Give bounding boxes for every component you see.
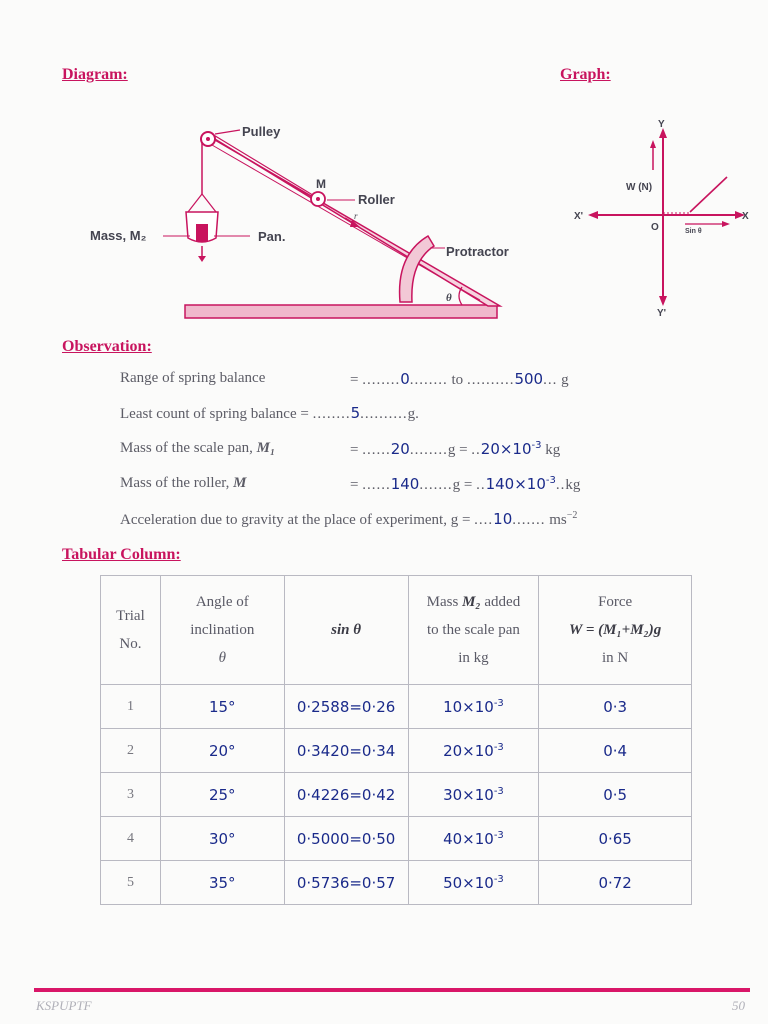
cell-sin: 0·3420=0·34 — [284, 729, 408, 773]
m1-label: Mass of the scale pan, — [120, 440, 253, 456]
tabular-heading: Tabular Column: — [62, 546, 181, 563]
header-sin-label: sin θ — [331, 622, 362, 638]
header-mass-2: added — [484, 594, 521, 610]
cell-force: 0·3 — [539, 685, 692, 729]
header-sin — [284, 576, 408, 685]
cell-mass-base: 30×10 — [443, 785, 494, 804]
header-mass-4: in kg — [458, 650, 489, 666]
cell-force: 0·4 — [539, 729, 692, 773]
m-label: Mass of the roller, — [120, 475, 230, 491]
cell-mass-exp: -3 — [493, 873, 504, 885]
cell-mass — [408, 685, 539, 729]
header-mass-sym: M₂ — [462, 594, 481, 610]
x-neg-label: X' — [574, 211, 584, 222]
header-angle-2: inclination — [190, 622, 255, 638]
range-label: Range of spring balance — [120, 370, 266, 386]
cell-trial: 4 — [101, 817, 161, 861]
origin-label: O — [651, 222, 659, 233]
cell-angle: 20° — [160, 729, 284, 773]
theta-label: θ — [446, 292, 452, 304]
header-mass-1: Mass — [426, 594, 459, 610]
header-force — [539, 576, 692, 685]
sin-label: Sin θ — [685, 228, 702, 235]
least-count-line: Least count of spring balance = ........5..........g. — [120, 404, 419, 422]
header-angle-3: θ — [218, 650, 226, 666]
pulley-label: Pulley — [242, 124, 281, 139]
header-mass-3: to the scale pan — [426, 622, 520, 638]
m1-kg-unit: kg — [545, 442, 561, 458]
g-unit: ms — [549, 512, 567, 528]
mass-m2-label: Mass, M₂ — [90, 228, 147, 243]
cell-sin: 0·5736=0·57 — [284, 861, 408, 905]
base-plank — [185, 305, 497, 318]
m1-symbol: M₁ — [256, 440, 276, 456]
table-row — [101, 773, 692, 817]
table-row — [101, 861, 692, 905]
m1-line: Mass of the scale pan, M₁ = $......20........g = ..20\times 10^{-3}$ kg — [120, 440, 561, 458]
graph-heading: Graph: — [560, 66, 611, 83]
page-number: 50 — [732, 998, 745, 1013]
cell-mass-base: 40×10 — [443, 829, 494, 848]
footer-left-text: KSPUPTF — [36, 998, 92, 1013]
gravity-line: Acceleration due to gravity at the place of experiment, g = ....10....... $ms^{-2}$ — [120, 510, 578, 528]
cell-mass-base: 20×10 — [443, 741, 494, 760]
g-unit-exp: −2 — [566, 510, 578, 521]
header-trial-2: No. — [119, 636, 142, 652]
m1-kg-exp: -3 — [531, 440, 542, 451]
lc-value: 5 — [350, 404, 361, 422]
range-from: 0 — [400, 370, 410, 388]
g-label: Acceleration due to gravity at the place of experiment, g = — [120, 512, 471, 528]
cell-sin: 0·4226=0·42 — [284, 773, 408, 817]
table-header-row — [101, 576, 692, 685]
inclined-plane — [205, 133, 500, 306]
radius-label: r — [354, 211, 358, 221]
header-angle-1: Angle of — [195, 594, 249, 610]
cell-mass — [408, 817, 539, 861]
cell-trial: 3 — [101, 773, 161, 817]
header-trial — [101, 576, 161, 685]
cell-mass — [408, 861, 539, 905]
cell-mass-exp: -3 — [493, 829, 504, 841]
w-axis-label: W (N) — [626, 182, 653, 193]
cell-sin: 0·2588=0·26 — [284, 685, 408, 729]
diagram-heading: Diagram: — [62, 66, 128, 83]
inclined-plane-diagram — [0, 100, 540, 330]
lc-unit: g. — [407, 406, 419, 422]
roller-mass-label: M — [316, 177, 326, 191]
header-mass — [408, 576, 539, 685]
protractor-label: Protractor — [446, 244, 509, 259]
m-grams: 140 — [390, 475, 420, 493]
observation-table — [100, 575, 692, 905]
cell-force: 0·72 — [539, 861, 692, 905]
pan-label: Pan. — [258, 229, 286, 244]
g-value: 10 — [493, 510, 513, 528]
range-to: 500 — [514, 370, 544, 388]
header-force-2: W = (M₁+M₂)g — [569, 622, 662, 638]
mass-block — [196, 224, 208, 242]
cell-mass-base: 50×10 — [443, 873, 494, 892]
header-force-3: in N — [602, 650, 629, 666]
header-angle — [160, 576, 284, 685]
table-row — [101, 729, 692, 773]
range-line: Range of spring balance = ........0........ to ..........500... g — [120, 370, 569, 388]
m-symbol: M — [233, 475, 247, 491]
header-force-1: Force — [598, 594, 633, 610]
m1-kg-base: 20×10 — [480, 440, 532, 458]
graph-line — [690, 177, 727, 212]
cell-trial: 1 — [101, 685, 161, 729]
m1-grams: 20 — [390, 440, 410, 458]
table-row — [101, 685, 692, 729]
graph-sketch — [560, 110, 760, 320]
m-kg-unit: kg — [565, 477, 581, 493]
cell-angle: 15° — [160, 685, 284, 729]
m-kg-exp: -3 — [545, 475, 556, 486]
header-trial-1: Trial — [116, 608, 145, 624]
cell-mass-exp: -3 — [493, 697, 504, 709]
x-axis-label: X — [742, 211, 749, 222]
footer-bar — [34, 988, 750, 992]
cell-angle: 30° — [160, 817, 284, 861]
cell-sin: 0·5000=0·50 — [284, 817, 408, 861]
observation-heading: Observation: — [62, 338, 152, 355]
table-row — [101, 817, 692, 861]
lc-label: Least count of spring balance = — [120, 406, 309, 422]
cell-mass-exp: -3 — [493, 741, 504, 753]
roller-label: Roller — [358, 192, 395, 207]
cell-angle: 25° — [160, 773, 284, 817]
cell-mass — [408, 773, 539, 817]
cell-angle: 35° — [160, 861, 284, 905]
range-unit: g — [561, 372, 569, 388]
y-neg-label: Y' — [657, 308, 667, 319]
cell-mass-base: 10×10 — [443, 697, 494, 716]
cell-force: 0·65 — [539, 817, 692, 861]
y-axis-label: Y — [658, 119, 665, 130]
roller-mass-line: Mass of the roller, M = $......140.......g = ..140\times 10^{-3}..kg$ — [120, 475, 581, 493]
cell-mass-exp: -3 — [493, 785, 504, 797]
range-to-word: to — [451, 372, 464, 388]
cell-mass — [408, 729, 539, 773]
m-kg-base: 140×10 — [485, 475, 546, 493]
cell-force: 0·5 — [539, 773, 692, 817]
cell-trial: 2 — [101, 729, 161, 773]
cell-trial: 5 — [101, 861, 161, 905]
